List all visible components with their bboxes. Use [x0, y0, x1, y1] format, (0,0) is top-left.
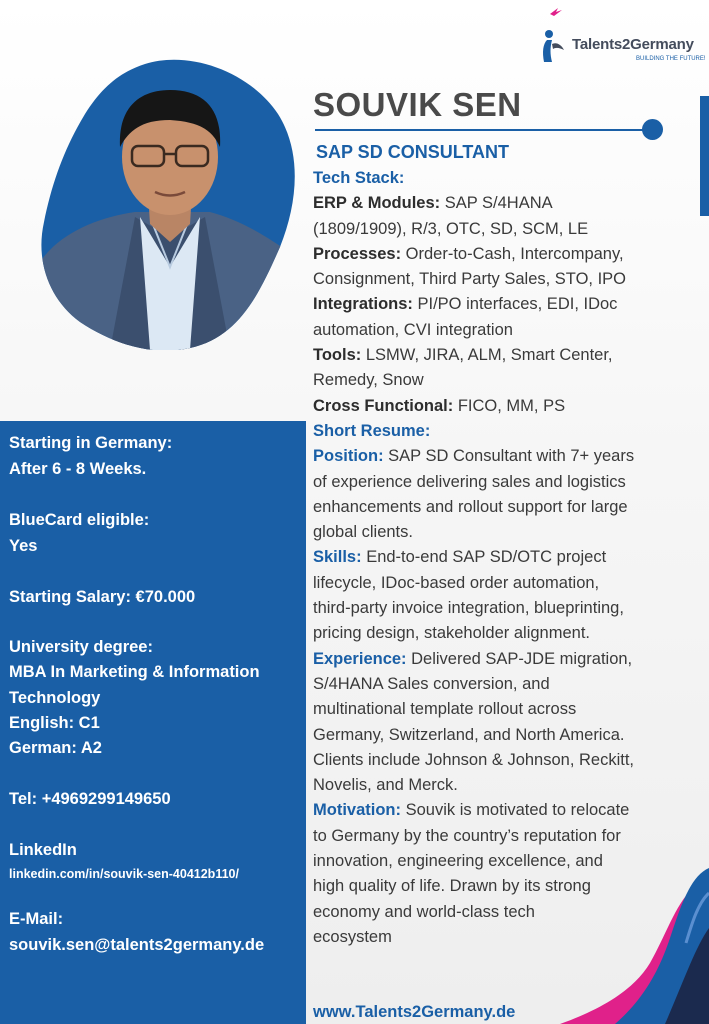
- position-label: Position:: [313, 447, 384, 466]
- german-level: German: A2: [9, 739, 102, 757]
- bluecard-label: BlueCard eligible:: [9, 511, 150, 529]
- starting-value: After 6 - 8 Weeks.: [9, 460, 147, 478]
- tools-value: LSMW, JIRA, ALM, Smart Center,: [361, 346, 613, 365]
- bluecard-value: Yes: [9, 537, 38, 555]
- starting-salary: Starting Salary: €70.000: [9, 588, 196, 606]
- cross-functional-value: FICO, MM, PS: [453, 396, 566, 415]
- cross-functional-label: Cross Functional:: [313, 396, 454, 415]
- erp-modules-row: [313, 191, 705, 216]
- motivation-text-line: economy and world-class tech: [313, 902, 535, 921]
- email-link[interactable]: souvik.sen@talents2germany.de: [9, 936, 265, 954]
- logo-tagline: BUILDING THE FUTURE!: [636, 56, 706, 62]
- short-resume-heading: Short Resume:: [313, 421, 431, 440]
- integrations-row: [313, 292, 705, 317]
- company-logo[interactable]: [536, 4, 706, 68]
- figure-with-airplane-icon: [536, 4, 570, 66]
- degree-value-cont: Technology: [9, 689, 101, 707]
- experience-text: Delivered SAP-JDE migration,: [406, 649, 633, 668]
- experience-text-line: multinational template rollout across: [313, 700, 577, 719]
- english-level: English: C1: [9, 714, 100, 732]
- name-underline-dot: [642, 119, 663, 140]
- website-link[interactable]: www.Talents2Germany.de: [313, 1003, 516, 1021]
- position-row: [313, 444, 705, 469]
- skills-label: Skills:: [313, 548, 362, 567]
- experience-text-line: Novelis, and Merck.: [313, 776, 458, 795]
- candidate-info-panel: [0, 421, 306, 1024]
- integrations-value-cont: automation, CVI integration: [313, 320, 513, 339]
- skills-row: [313, 545, 705, 570]
- profile-content: [313, 166, 705, 950]
- tech-stack-heading: Tech Stack:: [313, 169, 405, 187]
- email-label: E-Mail:: [9, 910, 64, 928]
- motivation-row: [313, 798, 705, 823]
- tools-row: [313, 343, 705, 368]
- motivation-text-line: to Germany by the country’s reputation for: [313, 826, 621, 845]
- skills-text-line: third-party invoice integration, blueprinting,: [313, 599, 624, 618]
- processes-label: Processes:: [313, 244, 402, 263]
- integrations-label: Integrations:: [313, 295, 413, 314]
- linkedin-label: LinkedIn: [9, 841, 77, 859]
- experience-label: Experience:: [313, 649, 407, 668]
- erp-label: ERP & Modules:: [313, 194, 441, 213]
- telephone[interactable]: Tel: +4969299149650: [9, 790, 171, 808]
- starting-label: Starting in Germany:: [9, 434, 173, 452]
- tools-value-cont: Remedy, Snow: [313, 371, 424, 390]
- skills-text-line: pricing design, stakeholder alignment.: [313, 624, 590, 643]
- motivation-label: Motivation:: [313, 801, 401, 820]
- processes-row: [313, 242, 705, 267]
- portrait-photo: [40, 52, 302, 350]
- position-text-line: of experience delivering sales and logistics: [313, 472, 626, 491]
- cross-functional-row: [313, 394, 705, 419]
- position-text-line: enhancements and rollout support for large: [313, 497, 628, 516]
- experience-text-line: S/4HANA Sales conversion, and: [313, 674, 550, 693]
- name-underline: [315, 129, 648, 131]
- linkedin-link[interactable]: linkedin.com/in/souvik-sen-40412b110/: [9, 867, 239, 881]
- erp-value-cont: (1809/1909), R/3, OTC, SD, SCM, LE: [313, 219, 589, 238]
- candidate-name: SOUVIK SEN: [313, 86, 522, 123]
- integrations-value: PI/PO interfaces, EDI, IDoc: [412, 295, 618, 314]
- erp-value: SAP S/4HANA: [440, 194, 553, 213]
- motivation-text-line: ecosystem: [313, 927, 392, 946]
- experience-text-line: Clients include Johnson & Johnson, Reckitt,: [313, 750, 635, 769]
- job-title: SAP SD CONSULTANT: [316, 142, 510, 162]
- logo-name: Talents2Germany: [572, 36, 694, 53]
- processes-value: Order-to-Cash, Intercompany,: [401, 244, 624, 263]
- motivation-text: Souvik is motivated to relocate: [401, 801, 630, 820]
- motivation-text-line: high quality of life. Drawn by its strong: [313, 877, 591, 896]
- decorative-wave: [560, 868, 709, 1024]
- degree-label: University degree:: [9, 638, 153, 656]
- experience-text-line: Germany, Switzerland, and North America.: [313, 725, 625, 744]
- tools-label: Tools:: [313, 346, 362, 365]
- experience-row: [313, 647, 705, 672]
- processes-value-cont: Consignment, Third Party Sales, STO, IPO: [313, 270, 627, 289]
- motivation-text-line: innovation, engineering excellence, and: [313, 852, 603, 871]
- position-text: SAP SD Consultant with 7+ years: [383, 447, 635, 466]
- position-text-line: global clients.: [313, 523, 413, 542]
- skills-text-line: lifecycle, IDoc-based order automation,: [313, 573, 600, 592]
- skills-text: End-to-end SAP SD/OTC project: [361, 548, 607, 567]
- degree-value: MBA In Marketing & Information: [9, 663, 260, 681]
